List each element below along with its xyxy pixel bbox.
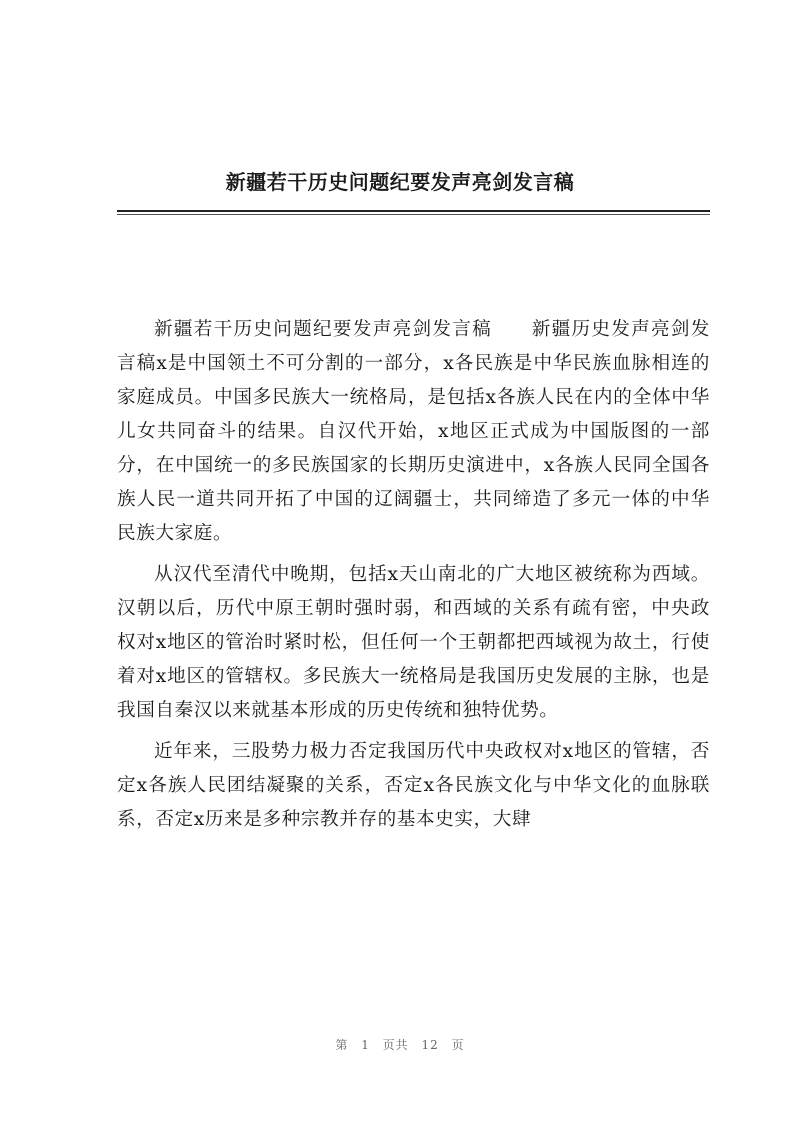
document-body <box>117 313 710 844</box>
page-label-prefix: 第 <box>335 1038 349 1052</box>
title-divider-thin <box>117 214 710 215</box>
total-pages-number: 12 <box>421 1038 439 1052</box>
body-paragraph-3: 近年来，三股势力极力否定我国历代中央政权对x地区的管辖，否定x各族人民团结凝聚的关系，否定x各民族文化与中华文化的血脉联系，否定x历来是多种宗教并存的基本史实，大肆 <box>117 741 710 830</box>
body-paragraph-1: 新疆若干历史问题纪要发声亮剑发言稿 新疆历史发声亮剑发言稿x是中国领土不可分割的一部分，x各民族是中华民族血脉相连的家庭成员。中国多民族大一统格局，是包括x各族人民在内的全体中华儿女共同奋斗的结果。自汉代开始，x地区正式成为中国版图的一部分，在中国统一的多民族国家的长期历史演进中，x各族人民同全国各族人民一道共同开拓了中国的辽阔疆士，共同缔造了多元一体的中华民族大家庭。 <box>117 319 710 544</box>
page-label-mid: 页共 <box>382 1038 409 1052</box>
title-divider <box>117 210 710 212</box>
document-title: 新疆若干历史问题纪要发声亮剑发言稿 <box>225 170 575 194</box>
current-page-number: 1 <box>361 1038 370 1052</box>
page-footer <box>0 1036 800 1053</box>
body-paragraph-2: 从汉代至清代中晚期，包括x天山南北的广大地区被统称为西域。汉朝以后，历代中原王朝时强时弱，和西域的关系有疏有密，中央政权对x地区的管治时紧时松，但任何一个王朝都把西域视为故土，行使着对x地区的管辖权。多民族大一统格局是我国历史发展的主脉，也是我国自秦汉以来就基本形成的历史传统和独特优势。 <box>117 564 710 721</box>
page-label-suffix: 页 <box>451 1038 465 1052</box>
